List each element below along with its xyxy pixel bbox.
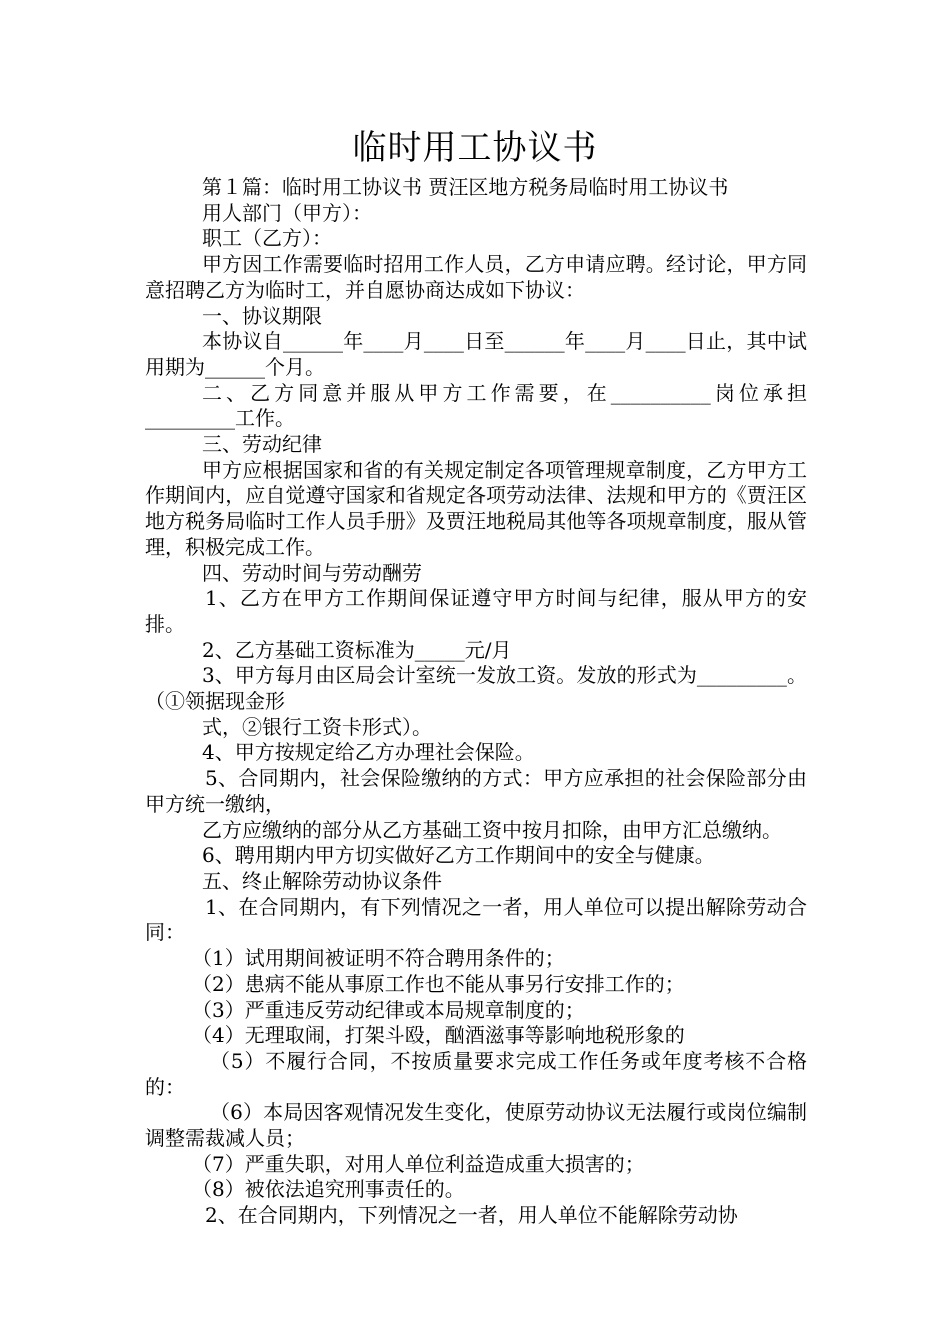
list-item: （4）无理取闹，打架斗殴，酗酒滋事等影响地税形象的 <box>192 1023 685 1048</box>
clause-paragraph: 2、在合同期内，下列情况之一者，用人单位不能解除劳动协 <box>205 1203 738 1228</box>
position-paragraph: 二、乙方同意并服从甲方工作需要，在__________岗位承担_________工作。 <box>145 380 807 431</box>
section-heading: 四、劳动时间与劳动酬劳 <box>202 560 422 585</box>
clause-paragraph: 6、聘用期内甲方切实做好乙方工作期间中的安全与健康。 <box>202 843 715 868</box>
document-title: 临时用工协议书 <box>352 128 598 168</box>
list-item: （6）本局因客观情况发生变化，使原劳动协议无法履行或岗位编制调整需裁减人员； <box>145 1100 807 1151</box>
section-heading: 一、协议期限 <box>202 303 322 328</box>
discipline-paragraph: 甲方应根据国家和省的有关规定制定各项管理规章制度，乙方甲方工作期间内，应自觉遵守国家和省规定各项劳动法律、法规和甲方的《贾汪区地方税务局临时工作人员手册》及贾汪地税局其他等各项规章制度，服从管理，积极完成工作。 <box>145 457 807 559</box>
document-body <box>145 175 807 1229</box>
list-item: （8）被依法追究刑事责任的。 <box>192 1177 465 1202</box>
clause-paragraph: 5、合同期内，社会保险缴纳的方式：甲方应承担的社会保险部分由甲方统一缴纳， <box>145 766 807 816</box>
clause-continuation: 乙方应缴纳的部分从乙方基础工资中按月扣除，由甲方汇总缴纳。 <box>202 817 782 842</box>
subtitle-line: 第１篇：临时用工协议书 贾汪区地方税务局临时用工协议书 <box>202 175 729 199</box>
clause-paragraph: 4、甲方按规定给乙方办理社会保险。 <box>202 740 535 765</box>
list-item: （3）严重违反劳动纪律或本局规章制度的； <box>192 997 585 1022</box>
clause-paragraph: 3、甲方每月由区局会计室统一发放工资。发放的形式为_________。（①领据现金形 <box>145 663 807 714</box>
list-item: （5）不履行合同，不按质量要求完成工作任务或年度考核不合格的： <box>145 1048 807 1099</box>
section-heading: 三、劳动纪律 <box>202 432 322 457</box>
clause-paragraph: 2、乙方基础工资标准为_____元/月 <box>202 637 512 662</box>
party-a-line: 用人部门（甲方）： <box>202 200 372 225</box>
party-b-line: 职工（乙方）： <box>202 226 332 251</box>
list-item: （2）患病不能从事原工作也不能从事另行安排工作的； <box>192 971 685 996</box>
clause-continuation: 式，②银行工资卡形式）。 <box>202 714 432 739</box>
clause-paragraph: 1、乙方在甲方工作期间保证遵守甲方时间与纪律，服从甲方的安排。 <box>145 586 807 636</box>
list-item: （1）试用期间被证明不符合聘用条件的； <box>192 946 565 971</box>
preamble-paragraph: 甲方因工作需要临时招用工作人员，乙方申请应聘。经讨论，甲方同意招聘乙方为临时工，并自愿协商达成如下协议： <box>145 252 807 302</box>
section-heading: 五、终止解除劳动协议条件 <box>202 868 442 893</box>
clause-paragraph: 1、在合同期内，有下列情况之一者，用人单位可以提出解除劳动合同： <box>145 894 807 945</box>
list-item: （7）严重失职，对用人单位利益造成重大损害的； <box>192 1151 645 1176</box>
term-paragraph: 本协议自______年____月____日至______年____月____日止，其中试用期为______个月。 <box>145 329 807 379</box>
